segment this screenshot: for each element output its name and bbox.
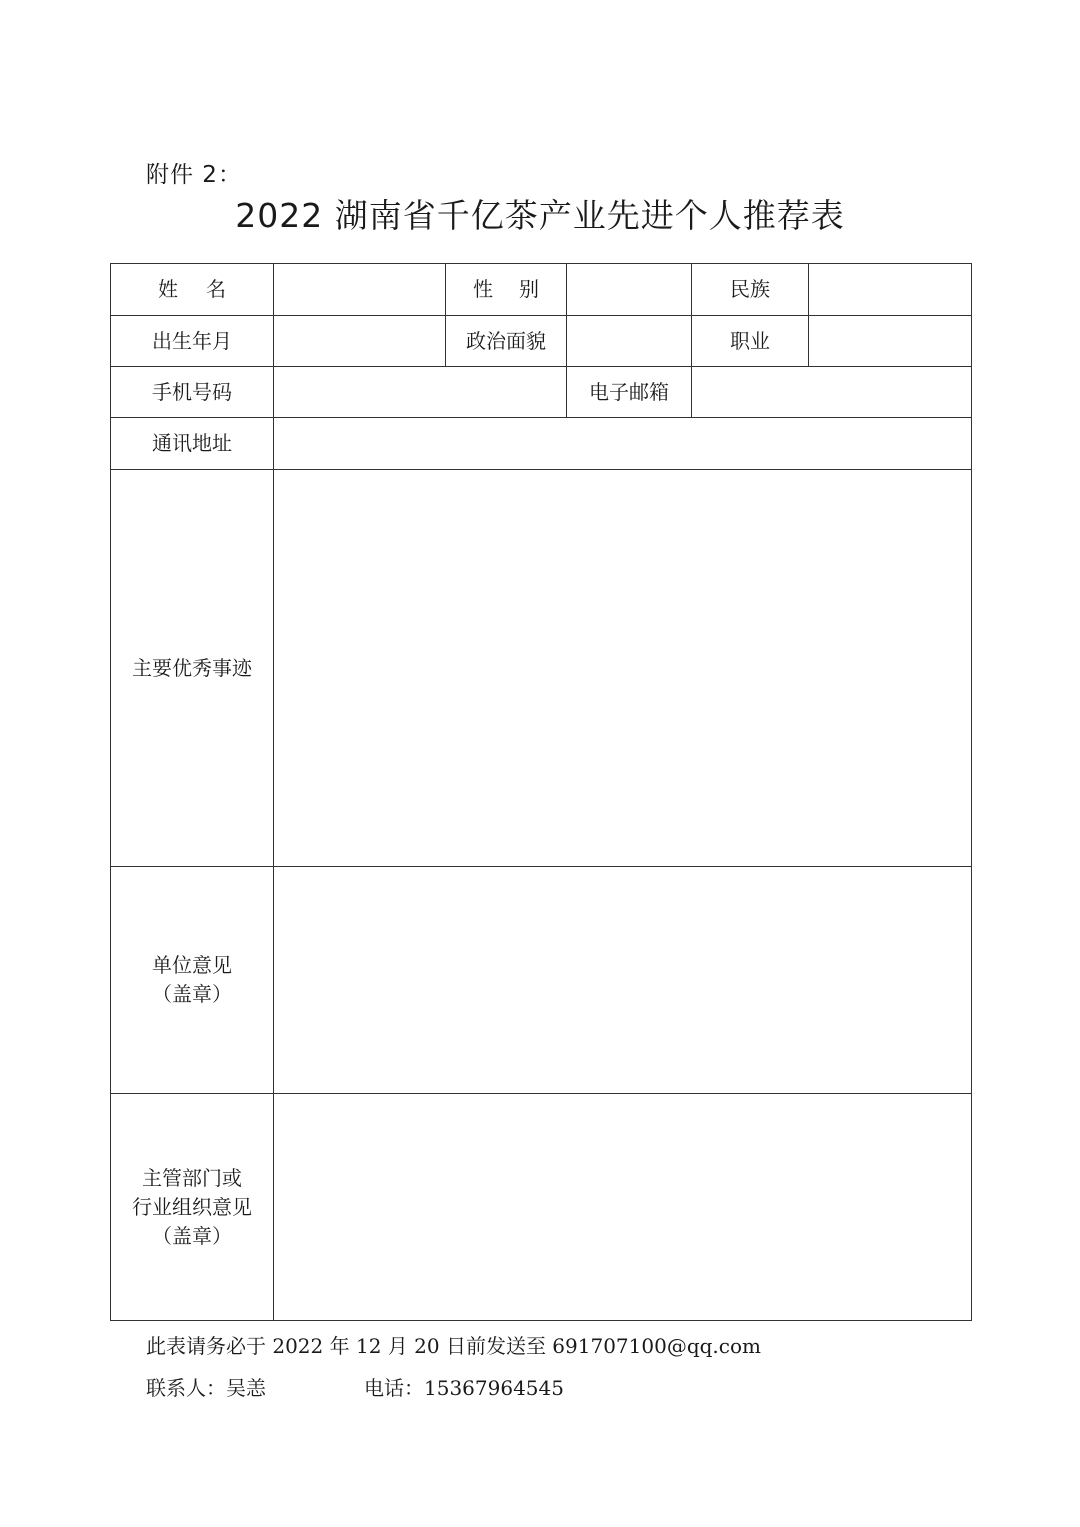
field-political-status[interactable] (567, 316, 692, 367)
label-birth: 出生年月 (111, 316, 274, 367)
attachment-label: 附件 2： (146, 162, 242, 188)
label-ethnicity: 民族 (692, 264, 809, 316)
label-dept-opinion (111, 1094, 274, 1321)
field-achievements[interactable] (274, 470, 972, 867)
field-birth[interactable] (274, 316, 446, 367)
dept-seal-text: （盖章） (152, 1223, 232, 1248)
label-email: 电子邮箱 (567, 367, 692, 418)
contact-phone: 电话：15367964545 (364, 1376, 564, 1400)
submission-note: 此表请务必于 2022 年 12 月 20 日前发送至 691707100@qq.com (146, 1334, 761, 1358)
label-phone: 手机号码 (111, 367, 274, 418)
field-phone[interactable] (274, 367, 567, 418)
unit-seal-text: （盖章） (152, 982, 232, 1006)
field-occupation[interactable] (809, 316, 972, 367)
field-gender[interactable] (567, 264, 692, 316)
label-political-status: 政治面貌 (446, 316, 567, 367)
label-address: 通讯地址 (111, 418, 274, 470)
field-dept-opinion[interactable] (274, 1094, 972, 1321)
field-address[interactable] (274, 418, 972, 470)
form-title: 2022 湖南省千亿茶产业先进个人推荐表 (235, 196, 845, 235)
field-unit-opinion[interactable] (274, 867, 972, 1094)
recommendation-form (110, 263, 972, 1321)
contact-person: 联系人：吴恙 (146, 1376, 266, 1400)
label-achievements: 主要优秀事迹 (111, 470, 274, 867)
label-name: 姓名 (111, 264, 274, 316)
field-name[interactable] (274, 264, 446, 316)
unit-opinion-text: 单位意见 (152, 953, 232, 977)
label-occupation: 职业 (692, 316, 809, 367)
field-ethnicity[interactable] (809, 264, 972, 316)
field-email[interactable] (692, 367, 972, 418)
label-gender: 性别 (446, 264, 567, 316)
label-unit-opinion (111, 867, 274, 1094)
dept-opinion-text-2: 行业组织意见 (132, 1194, 252, 1219)
dept-opinion-text-1: 主管部门或 (142, 1165, 242, 1190)
